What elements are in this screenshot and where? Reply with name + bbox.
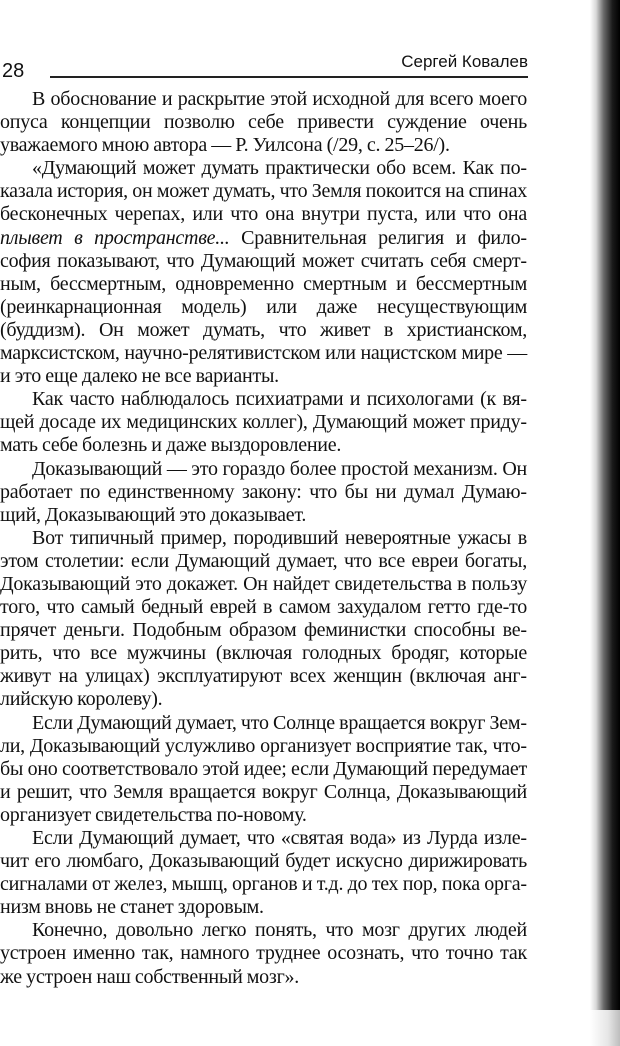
paragraph-prover: Доказывающий — это гораздо более простой механизм. Он работает по единственному закону: что бы ни думал Думающий, Доказывающий это доказывает. bbox=[0, 457, 527, 526]
paragraph-quote-start-text: «Думающий может думать практически обо всем. Как показала история, он может думать, что Земля покоится на спинах бесконечных черепах, или что она внутри пуста, или что она bbox=[0, 157, 527, 226]
paragraph-quote-start bbox=[0, 157, 527, 388]
paragraph-example: Вот типичный пример, породивший невероятные ужасы в этом столетии: если Думающий думает, что все евреи богаты, Доказывающий это докажет. Он найдет свидетельства в пользу того, что самый бедный еврей в самом захудалом гетто где-то прячет деньги. Подобным образом феминистки способны верить, что все мужчины (включая голодных бродяг, которые живут на улицах) эксплуатируют всех женщин (включая английскую королеву). bbox=[0, 526, 527, 711]
paragraph-intro: В обоснование и раскрытие этой исходной для всего моего опуса концепции позволю себе привести суждение очень уважаемого мною автора — Р. Уилсона (/29, с. 25–26/). bbox=[0, 88, 527, 157]
header-rule bbox=[50, 76, 528, 78]
italic-phrase: плывет в пространстве... bbox=[0, 226, 230, 249]
page-number: 28 bbox=[2, 60, 25, 82]
paragraph-quote-start-rest: Сравнительная религия и философия показывают, что Думающий может считать себя смертным, бессмертным, одновременно смертным и бессмертным (реинкарнационная модель) или даже несуществующим (буддизм). Он может думать, что живет в христианском, марксистском, научно-релятивистском или нацистском мире — и это еще далеко не все варианты. bbox=[0, 226, 528, 388]
body-text bbox=[0, 88, 527, 989]
paragraph-lourdes: Если Думающий думает, что «святая вода» из Лурда излечит его люмбаго, Доказывающий будет искусно дирижировать сигналами от желез, мышц, органов и т.д. до тех пор, пока организм вновь не станет здоровым. bbox=[0, 827, 527, 919]
book-spine-shadow bbox=[590, 0, 620, 1046]
book-spine-bottom bbox=[590, 1010, 620, 1046]
paragraph-psychiatrists: Как часто наблюдалось психиатрами и психологами (к вящей досаде их медицинских коллег), Думающий может придумать себе болезнь и даже выздоровление. bbox=[0, 388, 527, 457]
paragraph-conclusion: Конечно, довольно легко понять, что мозг других людей устроен именно так, намного труднее осознать, что точно так же устроен наш собственный мозг». bbox=[0, 919, 527, 988]
running-head-author: Сергей Ковалев bbox=[401, 52, 528, 71]
page-header bbox=[0, 52, 530, 82]
paragraph-sun: Если Думающий думает, что Солнце вращается вокруг Земли, Доказывающий услужливо организует восприятие так, чтобы оно соответствовало этой идее; если Думающий передумает и решит, что Земля вращается вокруг Солнца, Доказывающий организует свидетельства по-новому. bbox=[0, 711, 527, 826]
